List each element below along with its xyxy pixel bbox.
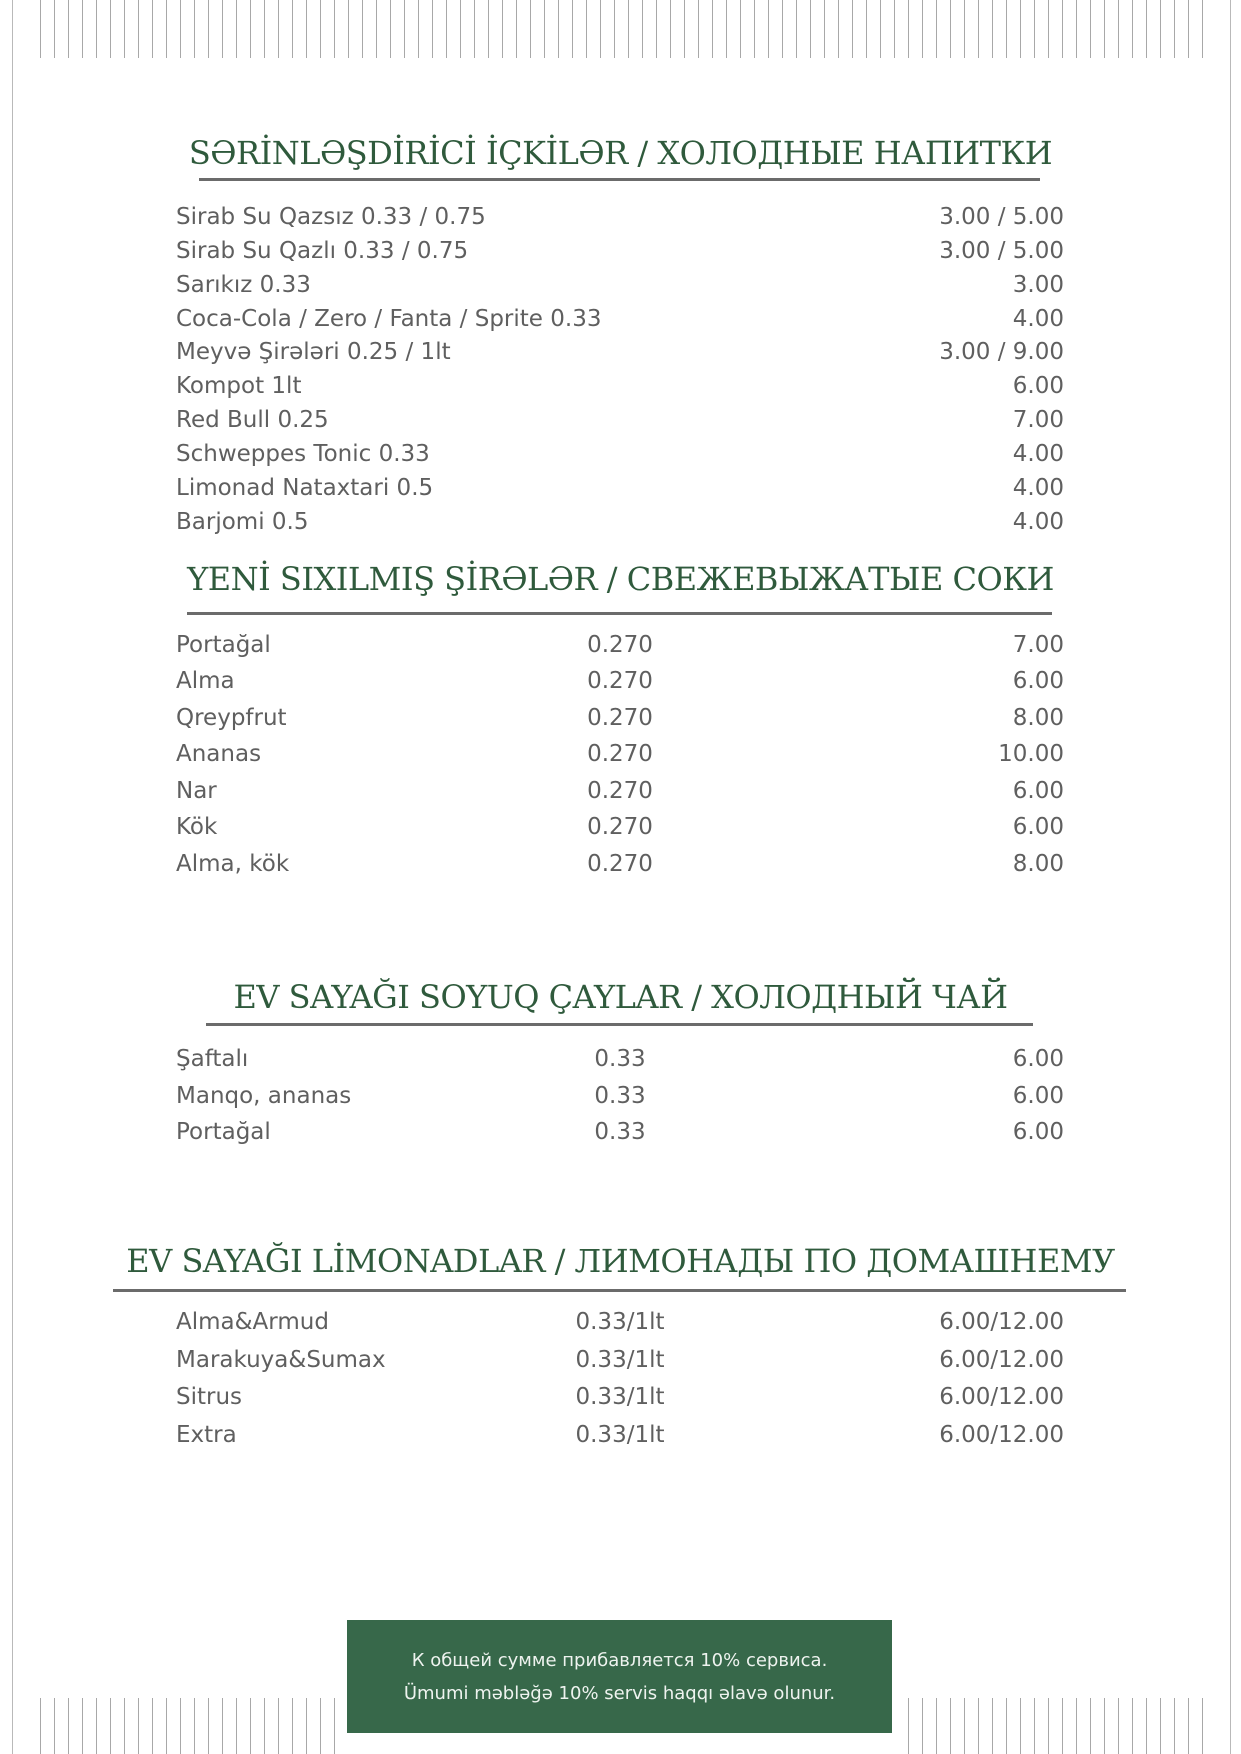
stripe-line xyxy=(348,0,349,58)
stripe-line xyxy=(152,1698,153,1754)
stripe-line xyxy=(1160,1698,1161,1754)
stripe-line xyxy=(642,0,643,58)
menu-item xyxy=(176,847,1064,881)
stripe-line xyxy=(488,0,489,58)
stripe-line xyxy=(1174,0,1175,58)
item-name: Portağal xyxy=(176,632,271,658)
stripe-line xyxy=(124,1698,125,1754)
stripe-line xyxy=(1104,1698,1105,1754)
stripe-line xyxy=(866,0,867,58)
stripe-line xyxy=(950,0,951,58)
item-price: 6.00 xyxy=(1012,1119,1064,1145)
item-price: 6.00/12.00 xyxy=(939,1384,1064,1410)
stripe-line xyxy=(656,0,657,58)
item-price: 6.00 xyxy=(1012,668,1064,694)
item-price: 6.00 xyxy=(1012,373,1064,399)
stripe-line xyxy=(1020,0,1021,58)
stripe-line xyxy=(292,1698,293,1754)
item-volume: 0.270 xyxy=(587,632,653,658)
menu-item xyxy=(176,234,1064,268)
stripe-line xyxy=(208,1698,209,1754)
section-title-fresh-juices: YENİ SIXILMIŞ ŞİRƏLƏR / СВЕЖЕВЫЖАТЫЕ СОКИ xyxy=(187,560,1054,598)
stripe-line xyxy=(194,0,195,58)
stripe-line xyxy=(992,0,993,58)
item-price: 6.00/12.00 xyxy=(939,1422,1064,1448)
stripe-line xyxy=(166,0,167,58)
stripe-line xyxy=(936,1698,937,1754)
item-price: 6.00 xyxy=(1012,778,1064,804)
service-note-ru: К общей сумме прибавляется 10% сервиса. xyxy=(411,1649,828,1671)
item-price: 8.00 xyxy=(1012,851,1064,877)
menu-item xyxy=(176,302,1064,336)
menu-item xyxy=(176,1079,1064,1113)
stripe-line xyxy=(1202,0,1203,58)
item-volume: 0.33/1lt xyxy=(575,1422,665,1448)
stripe-line xyxy=(180,0,181,58)
stripe-line xyxy=(810,0,811,58)
stripe-line xyxy=(726,0,727,58)
item-name: Kompot 1lt xyxy=(176,373,302,399)
item-name: Sarıkız 0.33 xyxy=(176,272,311,298)
stripe-line xyxy=(334,1698,335,1754)
stripe-line xyxy=(180,1698,181,1754)
menu-item xyxy=(176,664,1064,698)
stripe-line xyxy=(166,1698,167,1754)
menu-item xyxy=(176,471,1064,505)
item-price: 7.00 xyxy=(1012,632,1064,658)
stripe-line xyxy=(600,0,601,58)
stripe-line xyxy=(628,0,629,58)
item-name: Sirab Su Qazsız 0.33 / 0.75 xyxy=(176,204,486,230)
item-volume: 0.33 xyxy=(594,1119,646,1145)
stripe-line xyxy=(376,0,377,58)
stripe-line xyxy=(698,0,699,58)
stripe-line xyxy=(516,0,517,58)
stripe-line xyxy=(236,0,237,58)
stripe-line xyxy=(1090,1698,1091,1754)
stripe-line xyxy=(124,0,125,58)
frame-line-left xyxy=(12,0,13,1754)
item-price: 6.00 xyxy=(1012,814,1064,840)
menu-item xyxy=(176,1380,1064,1414)
item-volume: 0.33 xyxy=(594,1083,646,1109)
stripe-line xyxy=(418,0,419,58)
stripe-line xyxy=(1006,0,1007,58)
stripe-line xyxy=(978,1698,979,1754)
item-price: 6.00/12.00 xyxy=(939,1347,1064,1373)
stripe-line xyxy=(586,0,587,58)
stripe-line xyxy=(754,0,755,58)
stripe-line xyxy=(1048,1698,1049,1754)
stripe-line xyxy=(964,1698,965,1754)
stripe-line xyxy=(432,0,433,58)
stripe-line xyxy=(964,0,965,58)
section-title-cold-drinks: SƏRİNLƏŞDİRİCİ İÇKİLƏR / ХОЛОДНЫЕ НАПИТКИ xyxy=(188,134,1053,172)
stripe-line xyxy=(1160,0,1161,58)
stripe-line xyxy=(194,1698,195,1754)
menu-item xyxy=(176,701,1064,735)
item-volume: 0.270 xyxy=(587,814,653,840)
item-name: Portağal xyxy=(176,1119,271,1145)
stripe-line xyxy=(558,0,559,58)
stripe-line xyxy=(68,0,69,58)
stripe-line xyxy=(96,0,97,58)
stripe-line xyxy=(1118,0,1119,58)
item-name: Ananas xyxy=(176,741,262,767)
stripe-line xyxy=(278,1698,279,1754)
stripe-line xyxy=(1146,1698,1147,1754)
item-price: 4.00 xyxy=(1012,509,1064,535)
stripe-line xyxy=(1062,0,1063,58)
stripe-line xyxy=(908,1698,909,1754)
service-note-az: Ümumi məbləğə 10% servis haqqı əlavə olunur. xyxy=(403,1682,836,1704)
item-name: Red Bull 0.25 xyxy=(176,407,329,433)
stripe-line xyxy=(306,1698,307,1754)
item-volume: 0.270 xyxy=(587,668,653,694)
stripe-line xyxy=(334,0,335,58)
stripe-line xyxy=(950,1698,951,1754)
stripe-line xyxy=(138,1698,139,1754)
stripe-line xyxy=(768,0,769,58)
stripe-line xyxy=(1132,1698,1133,1754)
stripe-line xyxy=(264,1698,265,1754)
stripe-line xyxy=(614,0,615,58)
item-price: 3.00 xyxy=(1012,272,1064,298)
decorative-stripes-top xyxy=(0,0,1241,58)
stripe-line xyxy=(922,1698,923,1754)
item-name: Extra xyxy=(176,1422,237,1448)
stripe-line xyxy=(54,1698,55,1754)
stripe-line xyxy=(782,0,783,58)
stripe-line xyxy=(712,0,713,58)
stripe-line xyxy=(670,0,671,58)
menu-item xyxy=(176,810,1064,844)
stripe-line xyxy=(1146,0,1147,58)
item-price: 6.00 xyxy=(1012,1083,1064,1109)
item-name: Sirab Su Qazlı 0.33 / 0.75 xyxy=(176,238,469,264)
stripe-line xyxy=(362,0,363,58)
stripe-line xyxy=(544,0,545,58)
stripe-line xyxy=(922,0,923,58)
item-price: 3.00 / 5.00 xyxy=(939,204,1064,230)
menu-item xyxy=(176,369,1064,403)
item-volume: 0.33/1lt xyxy=(575,1347,665,1373)
item-price: 4.00 xyxy=(1012,441,1064,467)
stripe-line xyxy=(1020,1698,1021,1754)
stripe-line xyxy=(68,1698,69,1754)
stripe-line xyxy=(110,0,111,58)
menu-item xyxy=(176,200,1064,234)
item-price: 10.00 xyxy=(998,741,1064,767)
stripe-line xyxy=(852,0,853,58)
stripe-line xyxy=(306,0,307,58)
menu-item xyxy=(176,737,1064,771)
stripe-line xyxy=(1202,1698,1203,1754)
item-name: Nar xyxy=(176,778,217,804)
item-name: Kök xyxy=(176,814,218,840)
stripe-line xyxy=(1188,0,1189,58)
stripe-line xyxy=(1174,1698,1175,1754)
stripe-line xyxy=(474,0,475,58)
item-volume: 0.270 xyxy=(587,705,653,731)
section-title-lemonades: EV SAYAĞI LİMONADLAR / ЛИМОНАДЫ ПО ДОМАШНЕМУ xyxy=(126,1242,1115,1280)
item-volume: 0.33/1lt xyxy=(575,1309,665,1335)
item-volume: 0.33/1lt xyxy=(575,1384,665,1410)
stripe-line xyxy=(404,0,405,58)
stripe-line xyxy=(796,0,797,58)
item-name: Sitrus xyxy=(176,1384,243,1410)
item-name: Qreypfrut xyxy=(176,705,287,731)
stripe-line xyxy=(1062,1698,1063,1754)
stripe-line xyxy=(1006,1698,1007,1754)
stripe-line xyxy=(1090,0,1091,58)
stripe-line xyxy=(54,0,55,58)
stripe-line xyxy=(222,1698,223,1754)
stripe-line xyxy=(460,0,461,58)
section-title-iced-tea: EV SAYAĞI SOYUQ ÇAYLAR / ХОЛОДНЫЙ ЧАЙ xyxy=(233,978,1008,1016)
stripe-line xyxy=(208,0,209,58)
item-name: Limonad Nataxtari 0.5 xyxy=(176,475,434,501)
stripe-line xyxy=(502,0,503,58)
stripe-line xyxy=(138,0,139,58)
stripe-line xyxy=(40,0,41,58)
item-name: Coca-Cola / Zero / Fanta / Sprite 0.33 xyxy=(176,306,602,332)
menu-item xyxy=(176,628,1064,662)
stripe-line xyxy=(978,0,979,58)
stripe-line xyxy=(936,0,937,58)
item-volume: 0.270 xyxy=(587,778,653,804)
stripe-line xyxy=(1104,0,1105,58)
stripe-line xyxy=(1076,0,1077,58)
item-price: 8.00 xyxy=(1012,705,1064,731)
item-name: Alma xyxy=(176,668,235,694)
menu-item xyxy=(176,505,1064,539)
menu-item xyxy=(176,1115,1064,1149)
stripe-line xyxy=(320,1698,321,1754)
menu-item xyxy=(176,774,1064,808)
menu-item xyxy=(176,1042,1064,1076)
item-name: Şaftalı xyxy=(176,1046,249,1072)
stripe-line xyxy=(222,0,223,58)
stripe-line xyxy=(236,1698,237,1754)
stripe-line xyxy=(82,0,83,58)
stripe-line xyxy=(908,0,909,58)
frame-line-right xyxy=(1230,0,1231,1754)
stripe-line xyxy=(264,0,265,58)
stripe-line xyxy=(1118,1698,1119,1754)
section-rule xyxy=(113,1289,1126,1292)
stripe-line xyxy=(1048,0,1049,58)
menu-item xyxy=(176,1305,1064,1339)
stripe-line xyxy=(278,0,279,58)
menu-item xyxy=(176,268,1064,302)
menu-item xyxy=(176,335,1064,369)
item-name: Alma&Armud xyxy=(176,1309,329,1335)
item-name: Marakuya&Sumax xyxy=(176,1347,386,1373)
stripe-line xyxy=(1132,0,1133,58)
item-name: Manqo, ananas xyxy=(176,1083,352,1109)
stripe-line xyxy=(250,1698,251,1754)
item-name: Barjomi 0.5 xyxy=(176,509,309,535)
menu-item xyxy=(176,403,1064,437)
menu-item xyxy=(176,1418,1064,1452)
stripe-line xyxy=(824,0,825,58)
stripe-line xyxy=(684,0,685,58)
stripe-line xyxy=(446,0,447,58)
stripe-line xyxy=(320,0,321,58)
stripe-line xyxy=(250,0,251,58)
item-price: 7.00 xyxy=(1012,407,1064,433)
stripe-line xyxy=(152,0,153,58)
item-volume: 0.33 xyxy=(594,1046,646,1072)
item-price: 4.00 xyxy=(1012,475,1064,501)
stripe-line xyxy=(1076,1698,1077,1754)
service-charge-note xyxy=(347,1620,892,1733)
stripe-line xyxy=(40,1698,41,1754)
stripe-line xyxy=(390,0,391,58)
stripe-line xyxy=(292,0,293,58)
section-rule xyxy=(199,178,1040,181)
item-name: Schweppes Tonic 0.33 xyxy=(176,441,430,467)
item-volume: 0.270 xyxy=(587,851,653,877)
menu-item xyxy=(176,1343,1064,1377)
stripe-line xyxy=(1034,0,1035,58)
item-price: 6.00/12.00 xyxy=(939,1309,1064,1335)
stripe-line xyxy=(880,0,881,58)
stripe-line xyxy=(838,0,839,58)
stripe-line xyxy=(992,1698,993,1754)
stripe-line xyxy=(110,1698,111,1754)
item-price: 3.00 / 9.00 xyxy=(939,339,1064,365)
item-price: 4.00 xyxy=(1012,306,1064,332)
section-rule xyxy=(206,1023,1033,1026)
item-name: Alma, kök xyxy=(176,851,290,877)
item-name: Meyvə Şirələri 0.25 / 1lt xyxy=(176,339,451,365)
stripe-line xyxy=(1034,1698,1035,1754)
item-price: 6.00 xyxy=(1012,1046,1064,1072)
item-price: 3.00 / 5.00 xyxy=(939,238,1064,264)
stripe-line xyxy=(82,1698,83,1754)
stripe-line xyxy=(1188,1698,1189,1754)
item-volume: 0.270 xyxy=(587,741,653,767)
stripe-line xyxy=(530,0,531,58)
menu-item xyxy=(176,437,1064,471)
stripe-line xyxy=(740,0,741,58)
stripe-line xyxy=(96,1698,97,1754)
stripe-line xyxy=(572,0,573,58)
section-rule xyxy=(187,612,1052,615)
stripe-line xyxy=(894,0,895,58)
